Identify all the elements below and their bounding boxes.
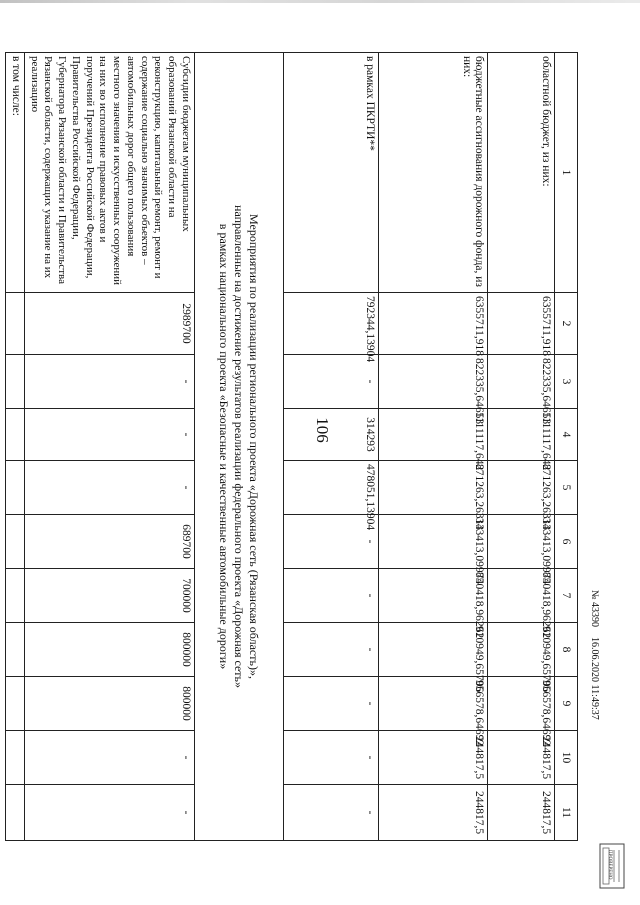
- table-cell: 822335,64653: [488, 355, 555, 409]
- row-label: бюджетные ассигнования дорожного фонда, из них:: [379, 53, 488, 293]
- table-cell: 244817,5: [488, 785, 555, 841]
- col-header: 11: [555, 785, 578, 841]
- header-row: [555, 53, 578, 841]
- row-label: в рамках ПКРТИ**: [284, 53, 379, 293]
- section-line: в рамках национального проекта «Безопасные и качественные автомобильные дороги»: [217, 223, 232, 670]
- table-row: [284, 53, 379, 841]
- table-cell: 800000: [25, 677, 195, 731]
- table-cell: -: [25, 785, 195, 841]
- table-cell: [6, 731, 25, 785]
- table-cell: [6, 409, 25, 461]
- table-cell: 956578,64692: [488, 677, 555, 731]
- rotated-content: [10, 52, 578, 840]
- table-cell: [6, 293, 25, 355]
- row-label: Субсидии бюджетам муниципальных образований Рязанской области на реконструкцию, капитальный ремонт, ремонт и содержание социально значимых объектов – автомобильных дорог общего пользования местного значения и искусственных сооружений на них во исполнение правовых актов и поручений Президента Российской Федерации, Правительства Российской Федерации, Губернатора Рязанской области и Правительства Рязанской области, содержащих указание на их реализацию: [25, 53, 195, 293]
- page-number: 106: [313, 417, 332, 443]
- table-row: [488, 53, 555, 841]
- table-cell: [6, 515, 25, 569]
- table-cell: -: [25, 461, 195, 515]
- table-cell: 689700: [25, 515, 195, 569]
- table-cell: [6, 355, 25, 409]
- table-cell: 244817,5: [488, 731, 555, 785]
- table-cell: -: [25, 409, 195, 461]
- table-cell: 343413,09974: [379, 515, 488, 569]
- table-cell: [6, 461, 25, 515]
- section-line: Мероприятия по реализации регионального проекта «Дорожная сеть (Рязанская область)»,: [247, 214, 262, 679]
- stamp-label: ПРОВЕРЕНО: [607, 850, 612, 880]
- scan-edge: [0, 0, 640, 3]
- table-cell: 800000: [25, 623, 195, 677]
- table-cell: 343413,09974: [488, 515, 555, 569]
- section-heading: [195, 53, 284, 841]
- document-number: № 43390: [589, 590, 600, 628]
- table-cell: 6355711,918: [379, 293, 488, 355]
- table-cell: 1111117,642: [379, 409, 488, 461]
- table-cell: [6, 623, 25, 677]
- table-row: [25, 53, 195, 841]
- col-header: 1: [555, 53, 578, 293]
- table-cell: 244817,5: [379, 785, 488, 841]
- col-header: 5: [555, 461, 578, 515]
- table-cell: -: [284, 569, 379, 623]
- table-cell: 244817,5: [379, 731, 488, 785]
- rotated-table-wrapper: [10, 52, 578, 840]
- document-datetime: 16.06.2020 11:49:37: [589, 637, 600, 720]
- table-cell: 850418,96262: [379, 569, 488, 623]
- table-cell: 2989700: [25, 293, 195, 355]
- table-cell: -: [25, 355, 195, 409]
- table-cell: -: [284, 731, 379, 785]
- table-cell: 1111117,642: [488, 409, 555, 461]
- table-cell: [6, 785, 25, 841]
- table-cell: -: [284, 355, 379, 409]
- table-cell: -: [284, 515, 379, 569]
- table-cell: 871263,26313: [488, 461, 555, 515]
- budget-table: [5, 52, 578, 841]
- table-cell: -: [284, 677, 379, 731]
- table-cell: 6355711,918: [488, 293, 555, 355]
- table-cell: 956578,64692: [379, 677, 488, 731]
- row-label: в том числе:: [6, 53, 25, 293]
- col-header: 6: [555, 515, 578, 569]
- table-cell: 314293: [284, 409, 379, 461]
- col-header: 9: [555, 677, 578, 731]
- section-row: [195, 53, 284, 841]
- table-cell: 478051,13904: [284, 461, 379, 515]
- section-line: направленные на достижение результатов реализации федерального проекта «Дорожная сеть»: [232, 205, 247, 688]
- table-cell: 910949,65706: [488, 623, 555, 677]
- table-cell: 700000: [25, 569, 195, 623]
- table-cell: 822335,64653: [379, 355, 488, 409]
- verification-stamp-icon: [598, 842, 626, 890]
- col-header: 7: [555, 569, 578, 623]
- table-row: [6, 53, 25, 841]
- table-cell: 792344,13904: [284, 293, 379, 355]
- document-footer: [586, 590, 602, 860]
- table-cell: [6, 677, 25, 731]
- table-cell: -: [25, 731, 195, 785]
- table-row: [379, 53, 488, 841]
- col-header: 10: [555, 731, 578, 785]
- col-header: 2: [555, 293, 578, 355]
- table-cell: 850418,96262: [488, 569, 555, 623]
- table-cell: -: [284, 623, 379, 677]
- col-header: 8: [555, 623, 578, 677]
- table-cell: 910949,65706: [379, 623, 488, 677]
- table-cell: [6, 569, 25, 623]
- col-header: 4: [555, 409, 578, 461]
- row-label: областной бюджет, из них:: [488, 53, 555, 293]
- col-header: 3: [555, 355, 578, 409]
- table-cell: 871263,26313: [379, 461, 488, 515]
- table-cell: -: [284, 785, 379, 841]
